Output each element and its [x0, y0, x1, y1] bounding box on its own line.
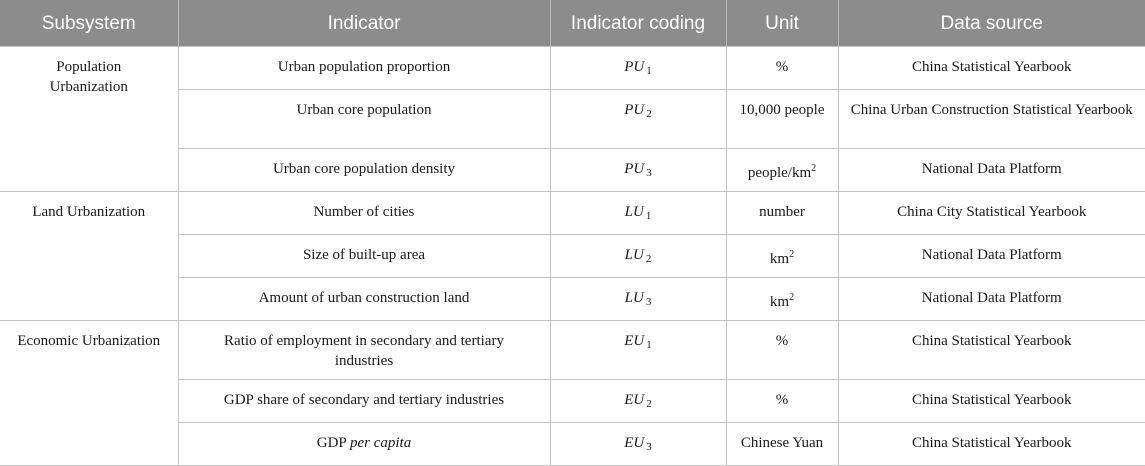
indicator-code-cell: [550, 321, 726, 380]
code-subscript: 2: [646, 398, 652, 410]
indicator-code-cell: [550, 149, 726, 192]
code-subscript: 1: [646, 65, 652, 77]
code-text: LU: [624, 290, 644, 306]
table-row: [0, 47, 1145, 90]
unit-superscript: 2: [789, 249, 795, 260]
data-source-cell: National Data Platform: [838, 235, 1145, 278]
indicator-cell: Ratio of employment in secondary and tertiary industries: [178, 321, 550, 380]
indicator-code-cell: [550, 278, 726, 321]
subsystem-cell: Economic Urbanization: [0, 321, 178, 466]
data-source-cell: China Statistical Yearbook: [838, 380, 1145, 423]
unit-text: number: [759, 204, 805, 220]
code-text: PU: [624, 59, 645, 75]
code-subscript: 1: [646, 339, 652, 351]
table-row: [0, 321, 1145, 380]
unit-superscript: 2: [811, 163, 817, 174]
indicator-text: GDP: [316, 435, 347, 451]
header-row: [0, 0, 1145, 47]
code-subscript: 2: [645, 253, 652, 265]
header-indicator: Indicator: [178, 0, 550, 47]
code-text: PU: [624, 102, 645, 118]
indicator-italic-text: per capita: [349, 435, 412, 451]
code-text: PU: [624, 161, 645, 177]
header-data-source: Data source: [838, 0, 1145, 47]
code-subscript: 3: [646, 441, 652, 453]
unit-cell: [726, 192, 838, 235]
header-indicator-coding: Indicator coding: [550, 0, 726, 47]
indicator-cell: [178, 423, 550, 466]
indicator-cell: GDP share of secondary and tertiary industries: [178, 380, 550, 423]
code-text: EU: [624, 392, 645, 408]
indicator-code-cell: [550, 235, 726, 278]
unit-text: %: [775, 333, 789, 349]
unit-cell: [726, 235, 838, 278]
code-subscript: 1: [645, 210, 652, 222]
unit-text: Chinese Yuan: [740, 435, 824, 451]
code-text: EU: [624, 333, 645, 349]
unit-cell: [726, 90, 838, 149]
indicator-cell: Size of built-up area: [178, 235, 550, 278]
code-subscript: 3: [646, 167, 652, 179]
unit-text: people/km: [747, 165, 812, 181]
unit-cell: [726, 47, 838, 90]
unit-text: km: [769, 294, 790, 310]
indicator-cell: Urban core population density: [178, 149, 550, 192]
unit-superscript: 2: [789, 292, 795, 303]
unit-text: %: [775, 59, 789, 75]
code-text: LU: [624, 247, 644, 263]
header-unit: Unit: [726, 0, 838, 47]
data-source-cell: China Statistical Yearbook: [838, 321, 1145, 380]
indicator-code-cell: [550, 380, 726, 423]
data-source-cell: China Statistical Yearbook: [838, 423, 1145, 466]
data-source-cell: National Data Platform: [838, 278, 1145, 321]
data-source-cell: China Statistical Yearbook: [838, 47, 1145, 90]
indicator-cell: Amount of urban construction land: [178, 278, 550, 321]
unit-text: %: [775, 392, 789, 408]
indicator-code-cell: [550, 192, 726, 235]
code-text: LU: [624, 204, 644, 220]
code-text: EU: [624, 435, 645, 451]
unit-text: 10,000 people: [739, 102, 825, 118]
header-subsystem: Subsystem: [0, 0, 178, 47]
data-source-cell: National Data Platform: [838, 149, 1145, 192]
indicator-cell: Urban core population: [178, 90, 550, 149]
code-subscript: 2: [646, 108, 652, 120]
unit-cell: [726, 321, 838, 380]
unit-cell: [726, 149, 838, 192]
table-row: [0, 192, 1145, 235]
data-source-cell: China City Statistical Yearbook: [838, 192, 1145, 235]
subsystem-cell: Population Urbanization: [0, 47, 178, 192]
data-source-cell: China Urban Construction Statistical Yearbook: [838, 90, 1145, 149]
indicator-code-cell: [550, 90, 726, 149]
indicator-cell: Number of cities: [178, 192, 550, 235]
unit-text: km: [769, 251, 790, 267]
indicator-code-cell: [550, 47, 726, 90]
indicator-code-cell: [550, 423, 726, 466]
unit-cell: [726, 380, 838, 423]
unit-cell: [726, 423, 838, 466]
code-subscript: 3: [645, 296, 652, 308]
subsystem-cell: Land Urbanization: [0, 192, 178, 321]
unit-cell: [726, 278, 838, 321]
indicator-cell: Urban population proportion: [178, 47, 550, 90]
